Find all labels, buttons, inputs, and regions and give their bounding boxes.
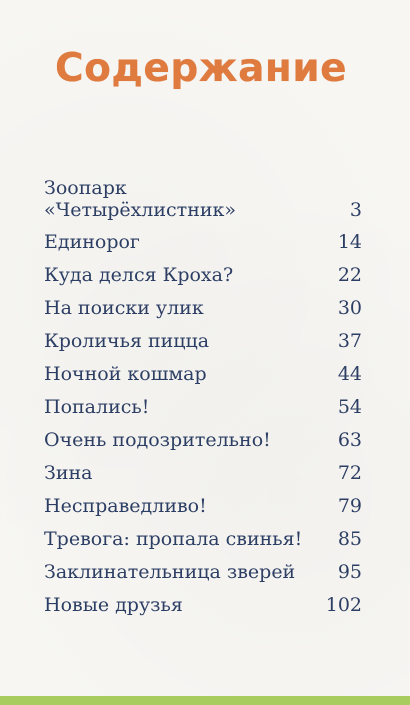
toc-entry-title: Ночной кошмар [44,363,207,385]
toc-entry-page: 63 [337,429,362,451]
toc-entry-page: 95 [337,561,362,583]
toc-entry-title: Куда делся Кроха? [44,264,234,286]
toc-entry [44,177,362,221]
toc-entry-title: Тревога: пропала свинья! [44,528,303,550]
toc-entry-title-line: Зоопарк [44,177,127,199]
toc-entry-title: Новые друзья [44,594,183,616]
toc-entry-title: Попались! [44,396,150,418]
toc-entry-page: 30 [337,297,362,319]
table-of-contents [44,177,362,627]
toc-entry [44,594,362,616]
toc-entry [44,363,362,385]
toc-entry-title: Зина [44,462,93,484]
toc-entry-page: 85 [337,528,362,550]
toc-entry [44,264,362,286]
toc-entry-page: 37 [337,330,362,352]
toc-entry [44,297,362,319]
toc-entry-title: Единорог [44,231,140,253]
toc-entry-title: Очень подозрительно! [44,429,271,451]
bottom-color-strip [0,696,410,705]
toc-entry [44,231,362,253]
toc-entry-page: 79 [337,495,362,517]
toc-entry-page: 14 [337,231,362,253]
toc-entry-page: 3 [349,199,362,221]
toc-entry-page: 54 [337,396,362,418]
toc-entry-title: На поиски улик [44,297,204,319]
toc-entry [44,330,362,352]
toc-entry [44,561,362,583]
toc-entry-title-line: «Четырёхлистник» [44,199,237,221]
page-title: Содержание [55,46,348,91]
toc-entry [44,495,362,517]
toc-entry-title: Заклинательница зверей [44,561,296,583]
toc-entry [44,429,362,451]
toc-entry [44,396,362,418]
toc-entry-title: Несправедливо! [44,495,207,517]
toc-entry-page: 72 [337,462,362,484]
toc-entry-page: 22 [337,264,362,286]
toc-entry-page: 102 [325,594,362,616]
toc-entry-page: 44 [337,363,362,385]
toc-entry [44,462,362,484]
toc-entry-title [44,177,236,221]
toc-entry [44,528,362,550]
toc-entry-title: Кроличья пицца [44,330,210,352]
